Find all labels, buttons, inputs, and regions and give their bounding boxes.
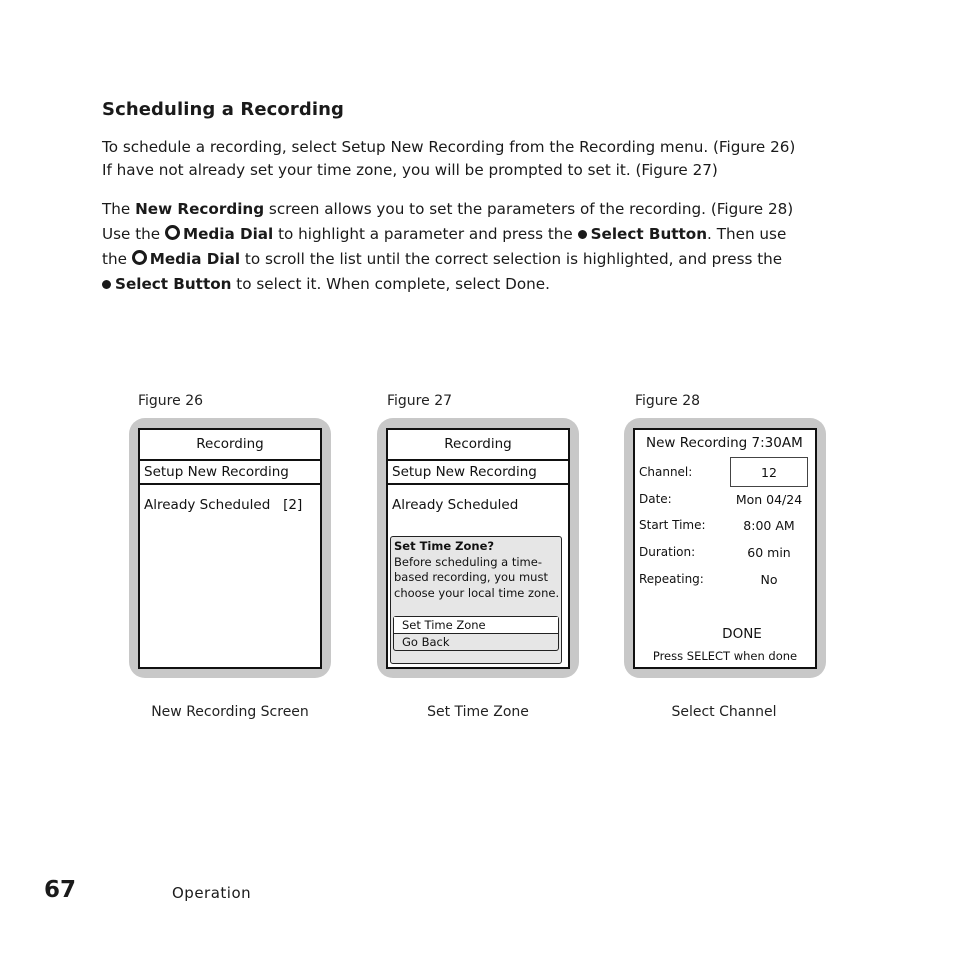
select-button-term: Select Button xyxy=(115,275,232,293)
figure-27-device xyxy=(377,418,579,678)
screen-title: Recording xyxy=(140,430,320,461)
repeating-label: Repeating: xyxy=(639,572,704,586)
media-dial-icon xyxy=(132,250,147,265)
intro-line-2: If have not already set your time zone, you will be prompted to set it. (Figure 27) xyxy=(102,161,718,179)
figure-28-screen xyxy=(633,428,817,669)
screen-title: Recording xyxy=(388,430,568,461)
instructions-line-3 xyxy=(102,247,892,272)
figure-28-caption: Select Channel xyxy=(671,704,777,720)
intro-paragraph xyxy=(102,136,892,182)
figure-27-caption: Set Time Zone xyxy=(427,704,529,720)
select-button-icon xyxy=(578,230,587,239)
media-dial-icon xyxy=(165,225,180,240)
instructions-line-4 xyxy=(102,272,892,297)
select-hint: Press SELECT when done xyxy=(652,649,798,663)
figure-26-label: Figure 26 xyxy=(138,393,204,409)
option-set-time-zone: Set Time Zone xyxy=(394,617,558,634)
text-segment: The xyxy=(102,200,136,218)
footer-section-name: Operation xyxy=(172,884,252,902)
text-segment: to select it. When complete, select Done. xyxy=(231,275,550,293)
dialog-text-line: based recording, you must xyxy=(394,570,548,584)
done-option: DONE xyxy=(722,626,762,642)
menu-item-setup-new-recording: Setup New Recording xyxy=(388,461,568,485)
start-time-label: Start Time: xyxy=(639,518,706,532)
start-time-value: 8:00 AM xyxy=(743,518,795,533)
figure-28-label: Figure 28 xyxy=(635,393,701,409)
menu-item-setup-new-recording: Setup New Recording xyxy=(140,461,320,485)
menu-item-already-scheduled: Already Scheduled [2] xyxy=(144,497,303,513)
instructions-line-2 xyxy=(102,222,892,247)
date-label: Date: xyxy=(639,492,672,506)
dialog-title: Set Time Zone? xyxy=(394,539,495,553)
text-segment: . Then use xyxy=(707,225,787,243)
figure-27-screen xyxy=(386,428,570,669)
screen-title: New Recording 7:30AM xyxy=(646,435,803,451)
text-segment: the xyxy=(102,250,132,268)
instructions-paragraph xyxy=(102,197,892,297)
select-button-icon xyxy=(102,280,111,289)
instructions-line-1 xyxy=(102,197,892,222)
new-recording-term: New Recording xyxy=(135,200,265,218)
channel-label: Channel: xyxy=(639,465,693,479)
date-value: Mon 04/24 xyxy=(735,492,803,507)
channel-value: 12 xyxy=(761,465,777,480)
dialog-options xyxy=(393,616,559,651)
figure-26-screen xyxy=(138,428,322,669)
text-segment: screen allows you to set the parameters of the recording. (Figure 28) xyxy=(264,200,794,218)
dialog-text-line: Before scheduling a time- xyxy=(394,554,542,569)
duration-value: 60 min xyxy=(747,545,791,560)
figure-28-device xyxy=(624,418,826,678)
page-number: 67 xyxy=(44,877,77,903)
figure-26-caption: New Recording Screen xyxy=(151,704,309,720)
select-button-term: Select Button xyxy=(590,225,708,243)
text-segment: Use the xyxy=(102,225,165,243)
media-dial-term: Media Dial xyxy=(182,225,274,243)
intro-line-1: To schedule a recording, select Setup New Recording from the Recording menu. (Figure 26) xyxy=(102,138,796,156)
dialog-text-line: choose your local time zone. xyxy=(394,585,560,600)
media-dial-term: Media Dial xyxy=(149,250,241,268)
option-go-back: Go Back xyxy=(402,635,450,649)
figure-27-label: Figure 27 xyxy=(387,393,453,409)
repeating-value: No xyxy=(760,572,778,587)
menu-item-already-scheduled: Already Scheduled xyxy=(392,497,519,513)
time-zone-dialog xyxy=(390,536,562,664)
text-segment: to highlight a parameter and press the xyxy=(273,225,578,243)
section-heading: Scheduling a Recording xyxy=(102,99,345,120)
duration-label: Duration: xyxy=(639,545,696,559)
figure-26-device xyxy=(129,418,331,678)
text-segment: to scroll the list until the correct selection is highlighted, and press the xyxy=(240,250,783,268)
